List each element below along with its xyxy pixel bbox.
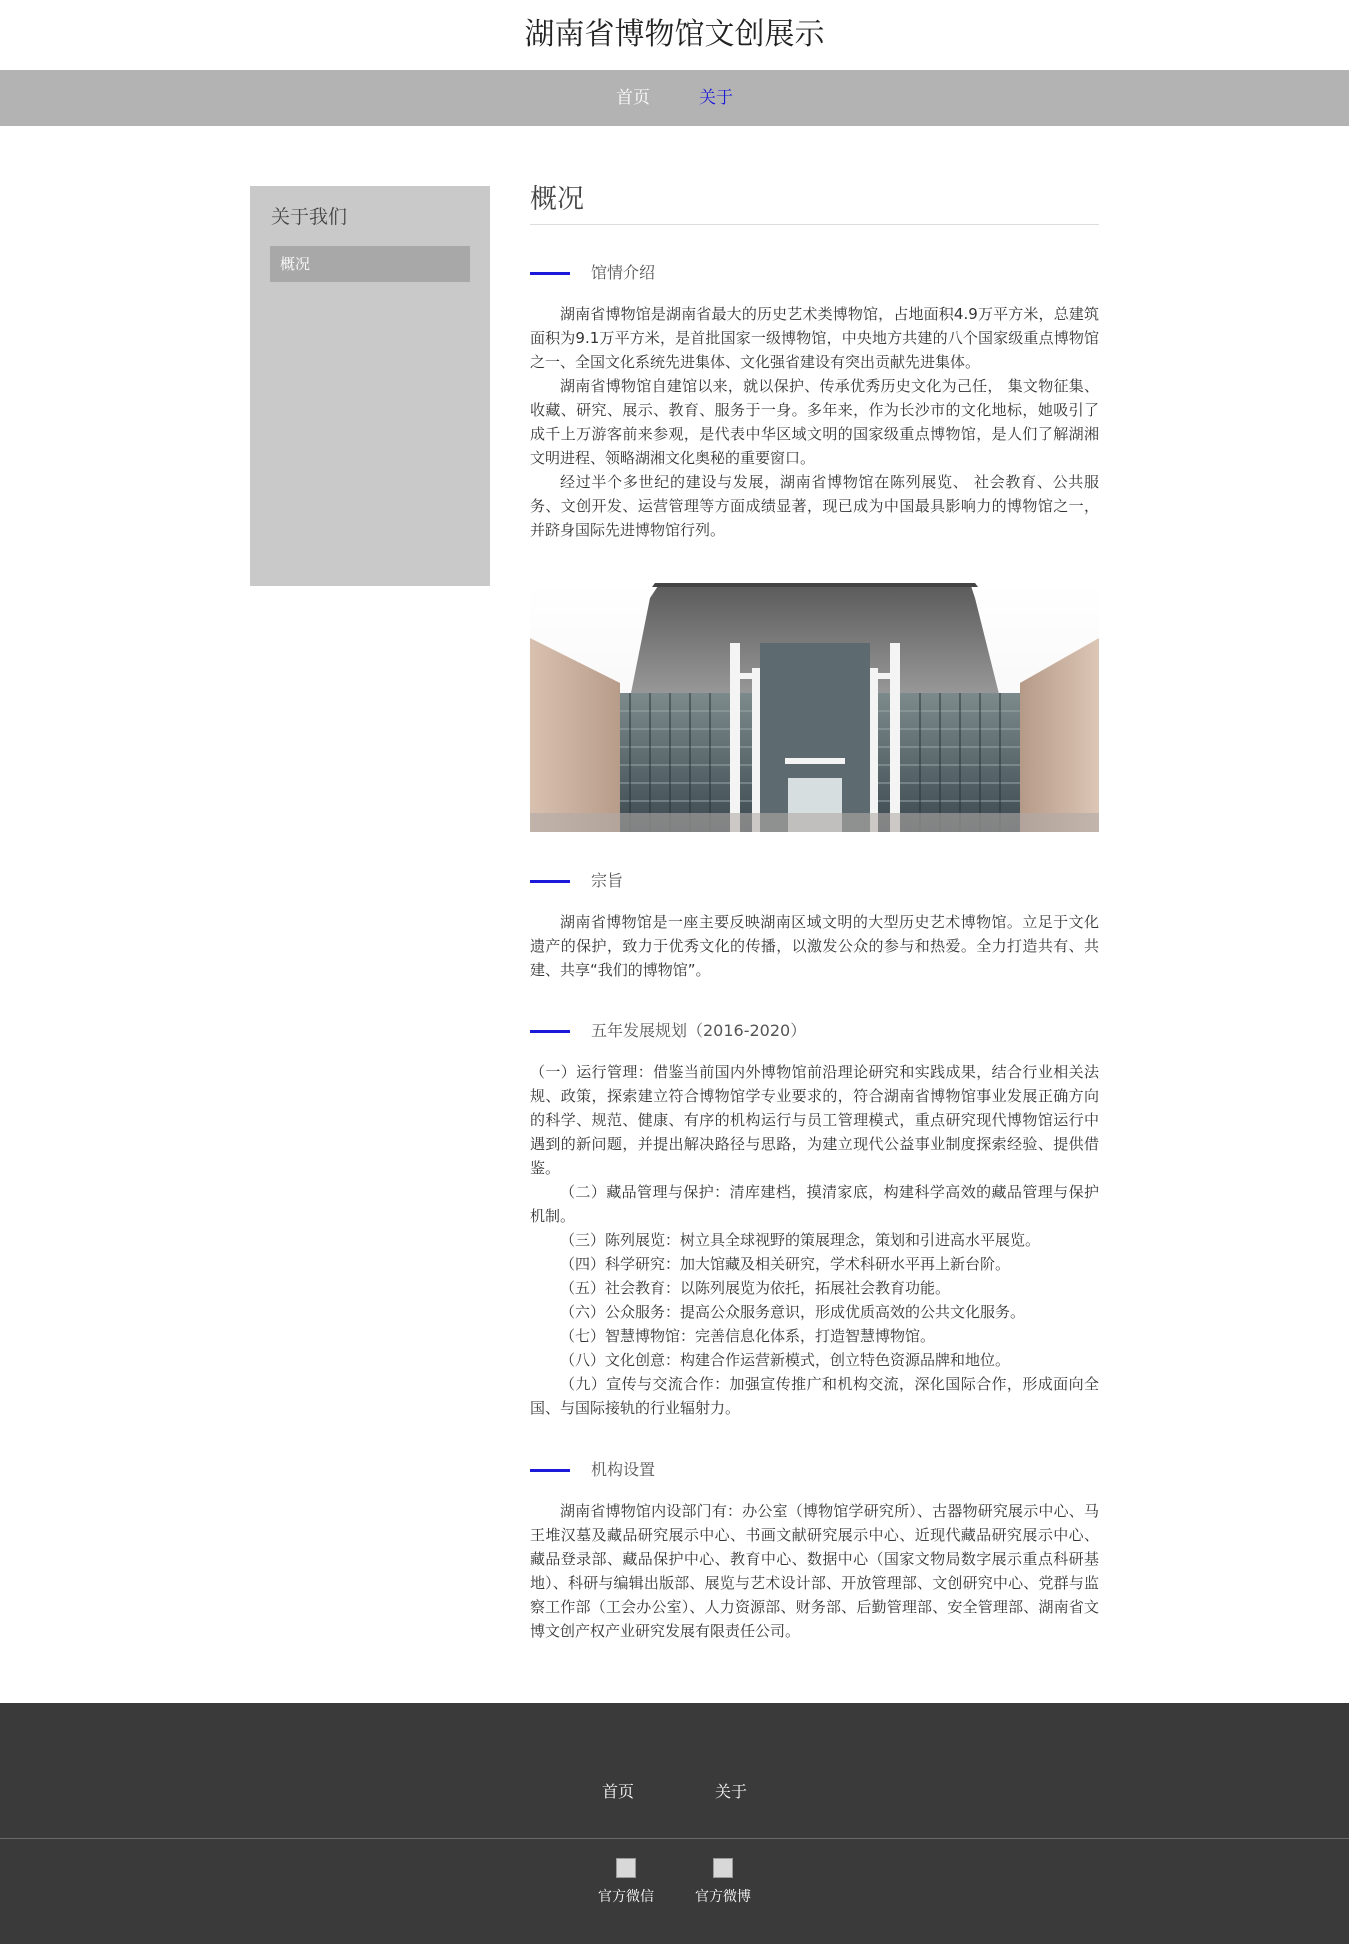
site-title: 湖南省博物馆文创展示: [524, 17, 825, 52]
paragraph: 湖南省博物馆是一座主要反映湖南区域文明的大型历史艺术博物馆。立足于文化遗产的保护，致力于优秀文化的传播，以激发公众的参与和热爱。全力打造共有、共建、共享“我们的博物馆”。: [530, 913, 1099, 979]
museum-building-photo: [530, 583, 1099, 832]
weibo-label: 官方微博: [695, 1889, 751, 1905]
wechat-link[interactable]: [586, 1858, 666, 1906]
nav-about-link[interactable]: 关于: [699, 88, 734, 108]
sidebar-title: 关于我们: [271, 206, 348, 228]
section-heading-label: 馆情介绍: [591, 263, 656, 282]
nav-home-link[interactable]: 首页: [615, 88, 650, 108]
wechat-icon: [616, 1858, 636, 1878]
top-nav: [0, 70, 1349, 126]
sidebar-item-overview[interactable]: 概况: [270, 246, 470, 282]
footer-about-link[interactable]: 关于: [715, 1782, 748, 1801]
mission-text: [530, 910, 1099, 982]
section-accent-bar: [530, 272, 570, 275]
section-heading-organization: [530, 1458, 1099, 1482]
paragraph: 湖南省博物馆自建馆以来，就以保护、传承优秀历史文化为己任， 集文物征集、收藏、研究、展示、教育、服务于一身。多年来，作为长沙市的文化地标，她吸引了成千上万游客前来参观，是代表中华区域文明的国家级重点博物馆，是人们了解湖湘文明进程、领略湖湘文化奥秘的重要窗口。: [530, 377, 1099, 467]
paragraph: （六）公众服务：提高公众服务意识，形成优质高效的公共文化服务。: [560, 1303, 1026, 1321]
footer-divider: [0, 1838, 1349, 1839]
page-title: 概况: [530, 180, 1099, 225]
paragraph: 湖南省博物馆是湖南省最大的历史艺术类博物馆，占地面积4.9万平方米，总建筑面积为9.1万平方米，是首批国家一级博物馆，中央地方共建的八个国家级重点博物馆之一、全国文化系统先进集体、文化强省建设有突出贡献先进集体。: [530, 305, 1099, 371]
footer-nav: [0, 1779, 1349, 1802]
section-heading-label: 宗旨: [591, 871, 624, 890]
section-accent-bar: [530, 880, 570, 883]
paragraph: （二）藏品管理与保护：清库建档，摸清家底，构建科学高效的藏品管理与保护机制。: [530, 1183, 1099, 1225]
plan-text: [530, 1060, 1099, 1420]
sidebar: [250, 186, 490, 586]
paragraph: （八）文化创意：构建合作运营新模式，创立特色资源品牌和地位。: [560, 1351, 1011, 1369]
paragraph: （九）宣传与交流合作：加强宣传推广和机构交流，深化国际合作，形成面向全国、与国际接轨的行业辐射力。: [530, 1375, 1099, 1417]
wechat-label: 官方微信: [598, 1889, 654, 1905]
main-content: [530, 180, 1099, 1640]
intro-text: [530, 302, 1099, 542]
paragraph: （三）陈列展览：树立具全球视野的策展理念，策划和引进高水平展览。: [560, 1231, 1041, 1249]
weibo-link[interactable]: [683, 1858, 763, 1906]
organization-text: [530, 1499, 1099, 1643]
weibo-icon: [713, 1858, 733, 1878]
section-accent-bar: [530, 1030, 570, 1033]
footer-home-link[interactable]: 首页: [601, 1782, 634, 1801]
paragraph: 经过半个多世纪的建设与发展，湖南省博物馆在陈列展览、 社会教育、公共服务、文创开发、运营管理等方面成绩显著，现已成为中国最具影响力的博物馆之一，并跻身国际先进博物馆行列。: [530, 473, 1099, 539]
section-heading-plan: [530, 1019, 1099, 1043]
paragraph: 湖南省博物馆内设部门有：办公室（博物馆学研究所）、古器物研究展示中心、马王堆汉墓及藏品研究展示中心、书画文献研究展示中心、近现代藏品研究展示中心、藏品登录部、藏品保护中心、教育中心、数据中心（国家文物局数字展示重点科研基地）、科研与编辑出版部、展览与艺术设计部、开放管理部、文创研究中心、党群与监察工作部（工会办公室）、人力资源部、财务部、后勤管理部、安全管理部、湖南省文博文创产权产业研究发展有限责任公司。: [530, 1502, 1099, 1640]
section-heading-intro: [530, 261, 1099, 285]
paragraph: （四）科学研究：加大馆藏及相关研究，学术科研水平再上新台阶。: [560, 1255, 1011, 1273]
section-heading-mission: [530, 869, 1099, 893]
section-heading-label: 五年发展规划（2016-2020）: [591, 1021, 807, 1040]
paragraph: （一）运行管理：借鉴当前国内外博物馆前沿理论研究和实践成果，结合行业相关法规、政策，探索建立符合博物馆学专业要求的，符合湖南省博物馆事业发展正确方向的科学、规范、健康、有序的机构运行与员工管理模式，重点研究现代博物馆运行中遇到的新问题，并提出解决路径与思路，为建立现代公益事业制度探索经验、提供借鉴。: [530, 1063, 1099, 1177]
paragraph: （七）智慧博物馆：完善信息化体系，打造智慧博物馆。: [560, 1327, 936, 1345]
section-accent-bar: [530, 1469, 570, 1472]
footer: [0, 1703, 1349, 1944]
section-heading-label: 机构设置: [591, 1460, 656, 1479]
paragraph: （五）社会教育：以陈列展览为依托，拓展社会教育功能。: [560, 1279, 951, 1297]
